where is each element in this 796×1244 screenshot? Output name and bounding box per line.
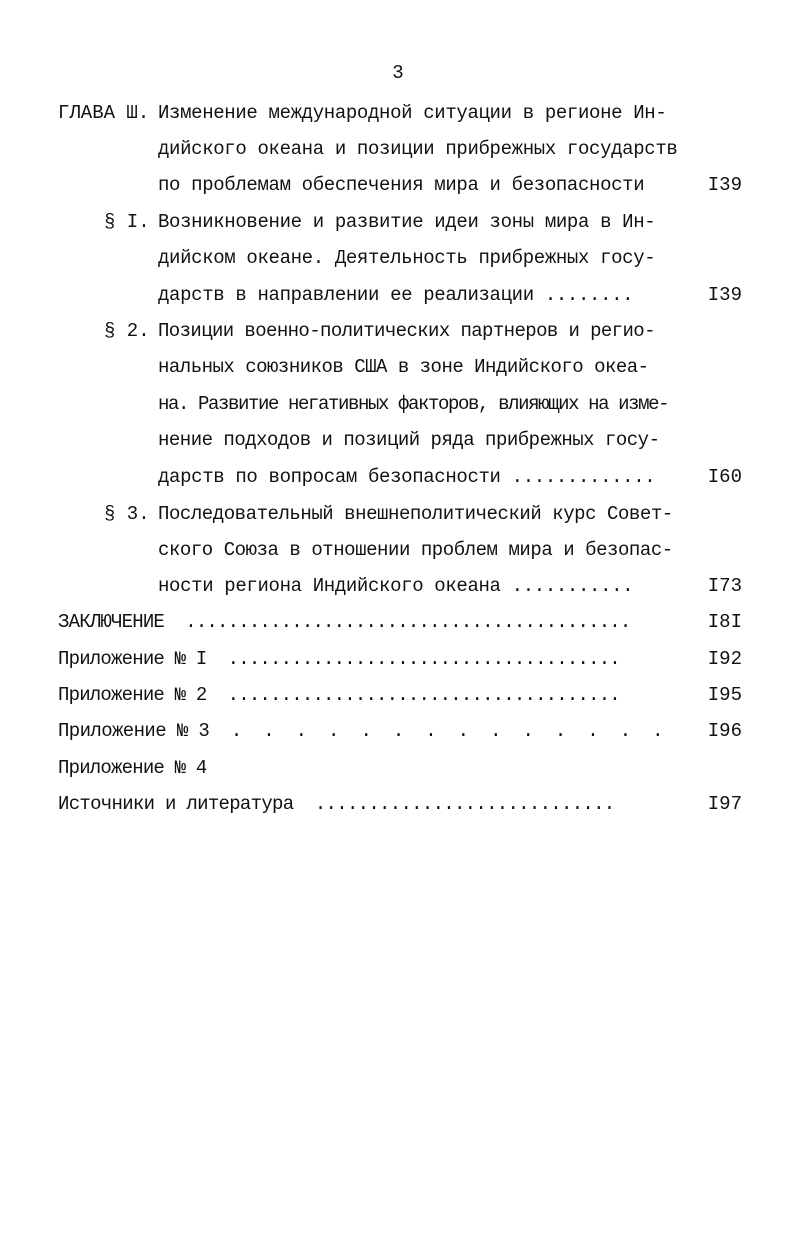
entry-text: Приложение № 4 (58, 757, 207, 779)
entry-page-number: I95 (707, 684, 742, 706)
entry-text: Приложение № 2 ..................................... (58, 684, 620, 706)
section-1-line-2: дийском океане. Деятельность прибрежных госу- (158, 247, 656, 269)
section-3-line-2: ского Союза в отношении проблем мира и безопас- (158, 539, 673, 561)
section-1-line-1: Возникновение и развитие идеи зоны мира в Ин- (158, 211, 656, 233)
page-number: 3 (392, 62, 404, 84)
entry-page-number: I8I (707, 611, 742, 633)
section-3-line-3: ности региона Индийского океана ........... (158, 575, 634, 597)
chapter-title-line-2: дийского океана и позиции прибрежных государств (158, 138, 678, 160)
entry-text: Приложение № I ..................................... (58, 648, 620, 670)
section-2-label: § 2. (104, 320, 150, 342)
entry-page-number: I92 (707, 648, 742, 670)
section-1-page-number: I39 (707, 284, 742, 306)
section-2-page-number: I60 (707, 466, 742, 488)
section-2-line-4: нение подходов и позиций ряда прибрежных госу- (158, 429, 660, 451)
chapter-title-line-3: по проблемам обеспечения мира и безопасности (158, 174, 645, 196)
section-2-line-1: Позиции военно-политических партнеров и регио- (158, 320, 655, 342)
chapter-label: ГЛАВА Ш. (58, 102, 150, 124)
section-1-label: § I. (104, 211, 150, 233)
entry-text: Источники и литература ............................ (58, 793, 615, 815)
section-1-line-3: дарств в направлении ее реализации ........ (158, 284, 634, 306)
section-3-page-number: I73 (707, 575, 742, 597)
section-2-line-5: дарств по вопросам безопасности ............. (158, 466, 656, 488)
chapter-page-number: I39 (707, 174, 742, 196)
entry-text: ЗАКЛЮЧЕНИЕ .......................................... (58, 611, 631, 633)
entry-page-number: I96 (707, 720, 742, 742)
chapter-title-line-1: Изменение международной ситуации в регионе Ин- (158, 102, 667, 124)
section-3-label: § 3. (104, 503, 150, 525)
entry-page-number: I97 (707, 793, 742, 815)
entry-text: Приложение № 3 . . . . . . . . . . . . . . (58, 720, 663, 742)
section-2-line-2: нальных союзников США в зоне Индийского океа- (158, 356, 649, 378)
section-3-line-1: Последовательный внешнеполитический курс Совет- (158, 503, 673, 525)
section-2-line-3: на. Развитие негативных факторов, влияющих на изме- (158, 393, 669, 415)
